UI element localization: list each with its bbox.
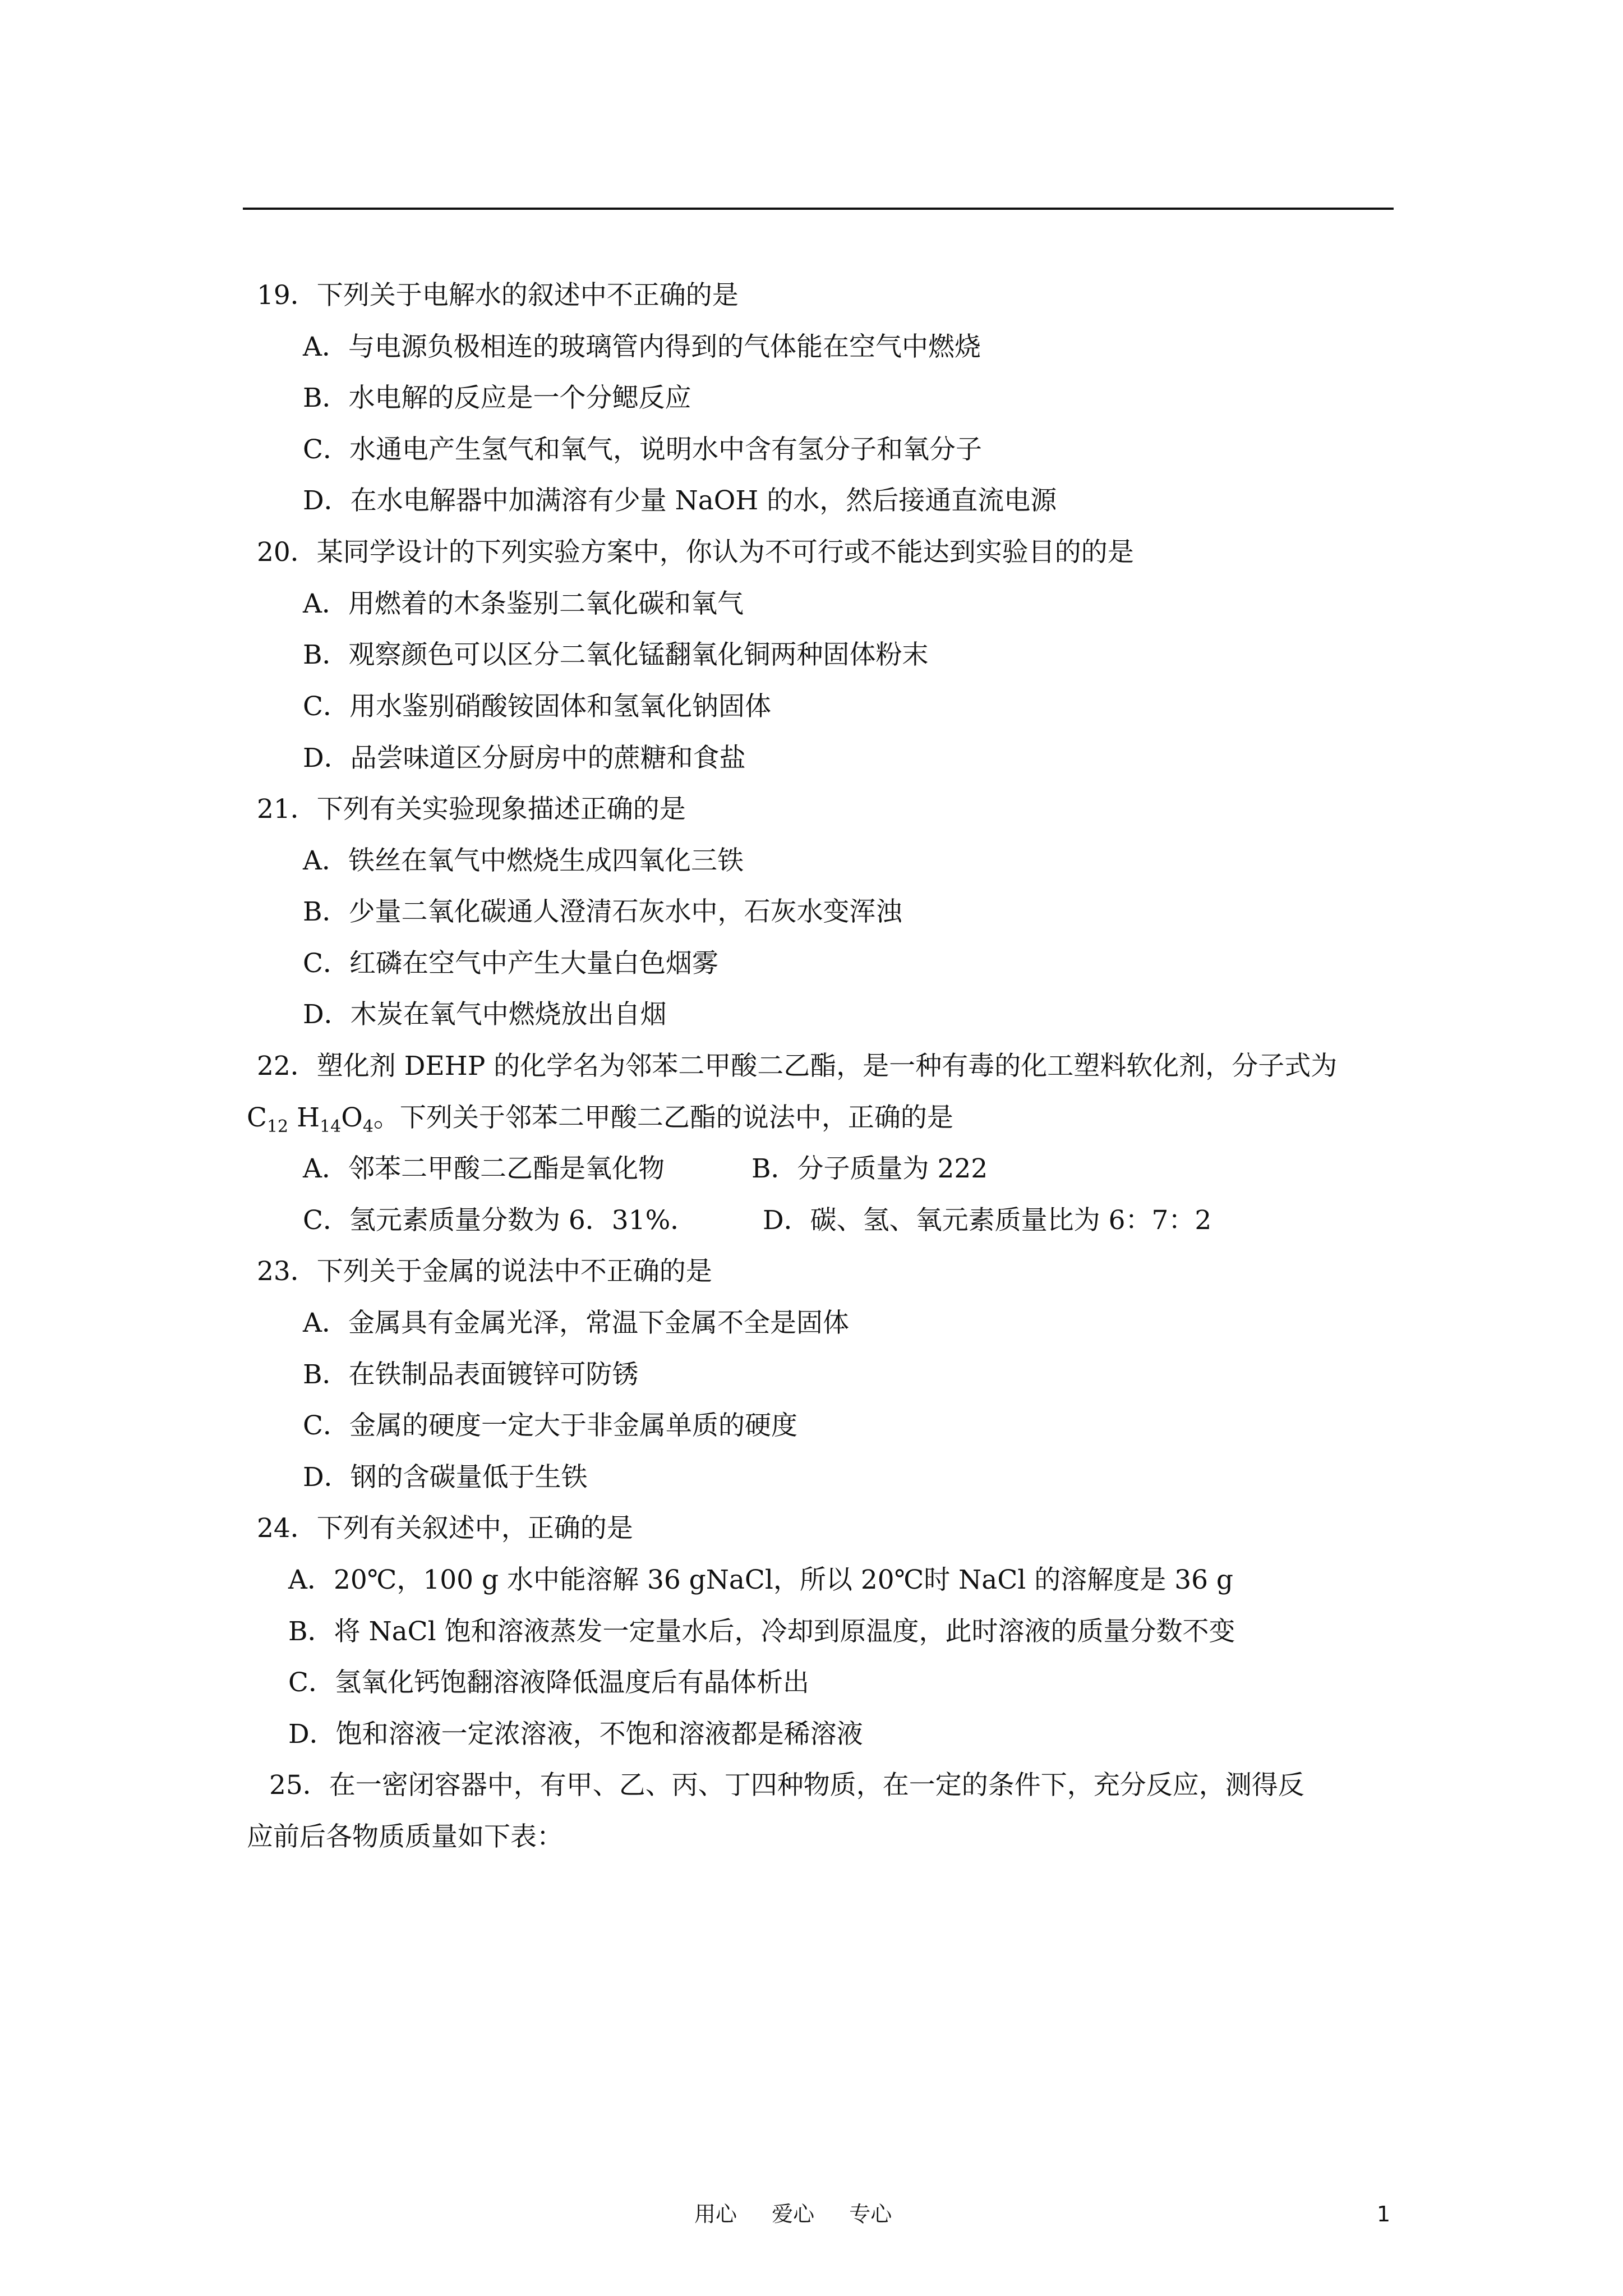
question-23-option-c: C．金属的硬度一定大于非金属单质的硬度 — [303, 1410, 797, 1441]
question-21-option-c: C．红磷在空气中产生大量白色烟雾 — [303, 948, 718, 979]
question-24-option-a: A．20℃，100 g 水中能溶解 36 gNaCl，所以 20℃时 NaCl 的溶解度是 36 g — [288, 1565, 1234, 1595]
question-19-option-a: A．与电源负极相连的玻璃管内得到的气体能在空气中燃烧 — [303, 332, 981, 362]
formula-carbon-subscript: 12 — [266, 1117, 289, 1137]
question-22-stem: 22．塑化剂 DEHP 的化学名为邻苯二甲酸二乙酯，是一种有毒的化工塑料软化剂，分子式为 — [257, 1051, 1338, 1082]
question-22-option-b: B．分子质量为 222 — [751, 1153, 988, 1184]
footer-item: 爱心 — [772, 2202, 815, 2226]
question-25-stem: 25．在一密闭容器中，有甲、乙、丙、丁四种物质，在一定的条件下，充分反应，测得反 — [269, 1770, 1304, 1801]
question-19-option-d: D．在水电解器中加满溶有少量 NaOH 的水，然后接通直流电源 — [303, 485, 1057, 516]
question-23-stem: 23．下列关于金属的说法中不正确的是 — [257, 1256, 712, 1287]
question-24-option-b: B．将 NaCl 饱和溶液蒸发一定量水后，冷却到原温度，此时溶液的质量分数不变 — [288, 1616, 1235, 1647]
footer-item: 用心 — [694, 2202, 737, 2226]
question-20-option-b: B．观察颜色可以区分二氧化锰翻氧化铜两种固体粉末 — [303, 639, 929, 670]
question-20-option-c: C．用水鉴别硝酸铵固体和氢氧化钠固体 — [303, 691, 771, 722]
question-20-option-d: D．品尝味道区分厨房中的蔗糖和食盐 — [303, 743, 746, 774]
question-21-stem: 21．下列有关实验现象描述正确的是 — [257, 794, 686, 825]
footer-item: 专心 — [849, 2202, 892, 2226]
question-24-option-d: D．饱和溶液一定浓溶液，不饱和溶液都是稀溶液 — [288, 1719, 863, 1750]
question-21-option-d: D．木炭在氧气中燃烧放出自烟 — [303, 999, 667, 1030]
question-24-stem: 24．下列有关叙述中，正确的是 — [257, 1513, 633, 1544]
header-rule — [243, 208, 1394, 210]
question-22-option-d: D．碳、氢、氧元素质量比为 6：7：2 — [763, 1205, 1212, 1236]
formula-hydrogen: H — [288, 1102, 320, 1133]
question-23-option-d: D．钢的含碳量低于生铁 — [303, 1462, 588, 1493]
question-24-option-c: C．氢氧化钙饱翻溶液降低温度后有晶体析出 — [288, 1667, 809, 1698]
question-23-option-b: B．在铁制品表面镀锌可防锈 — [303, 1359, 639, 1390]
question-20-stem: 20．某同学设计的下列实验方案中，你认为不可行或不能达到实验目的的是 — [257, 537, 1134, 568]
question-21-option-a: A．铁丝在氧气中燃烧生成四氧化三铁 — [303, 845, 744, 876]
formula-oxygen: O — [341, 1102, 363, 1133]
question-25-stem-continued: 应前后各物质质量如下表： — [247, 1821, 563, 1852]
question-22-option-c: C．氢元素质量分数为 6．31%． — [303, 1205, 697, 1236]
question-22-option-a: A．邻苯二甲酸二乙酯是氧化物 — [303, 1153, 665, 1184]
page-number: 1 — [1377, 2202, 1391, 2226]
question-22-stem-tail: 。下列关于邻苯二甲酸二乙酯的说法中，正确的是 — [373, 1102, 953, 1133]
question-22-stem-continued — [247, 1101, 953, 1135]
page-footer — [694, 2200, 920, 2228]
formula-carbon: C — [247, 1102, 267, 1133]
question-19-stem: 19．下列关于电解水的叙述中不正确的是 — [257, 280, 739, 311]
formula-hydrogen-subscript: 14 — [320, 1117, 342, 1137]
question-23-option-a: A．金属具有金属光泽，常温下金属不全是固体 — [303, 1308, 849, 1338]
question-19-option-c: C．水通电产生氢气和氧气，说明水中含有氢分子和氧分子 — [303, 434, 982, 465]
question-20-option-a: A．用燃着的木条鉴别二氧化碳和氧气 — [303, 588, 744, 619]
formula-oxygen-subscript: 4 — [362, 1117, 374, 1137]
question-21-option-b: B．少量二氧化碳通人澄清石灰水中，石灰水变浑浊 — [303, 896, 902, 927]
question-19-option-b: B．水电解的反应是一个分鳃反应 — [303, 383, 691, 413]
